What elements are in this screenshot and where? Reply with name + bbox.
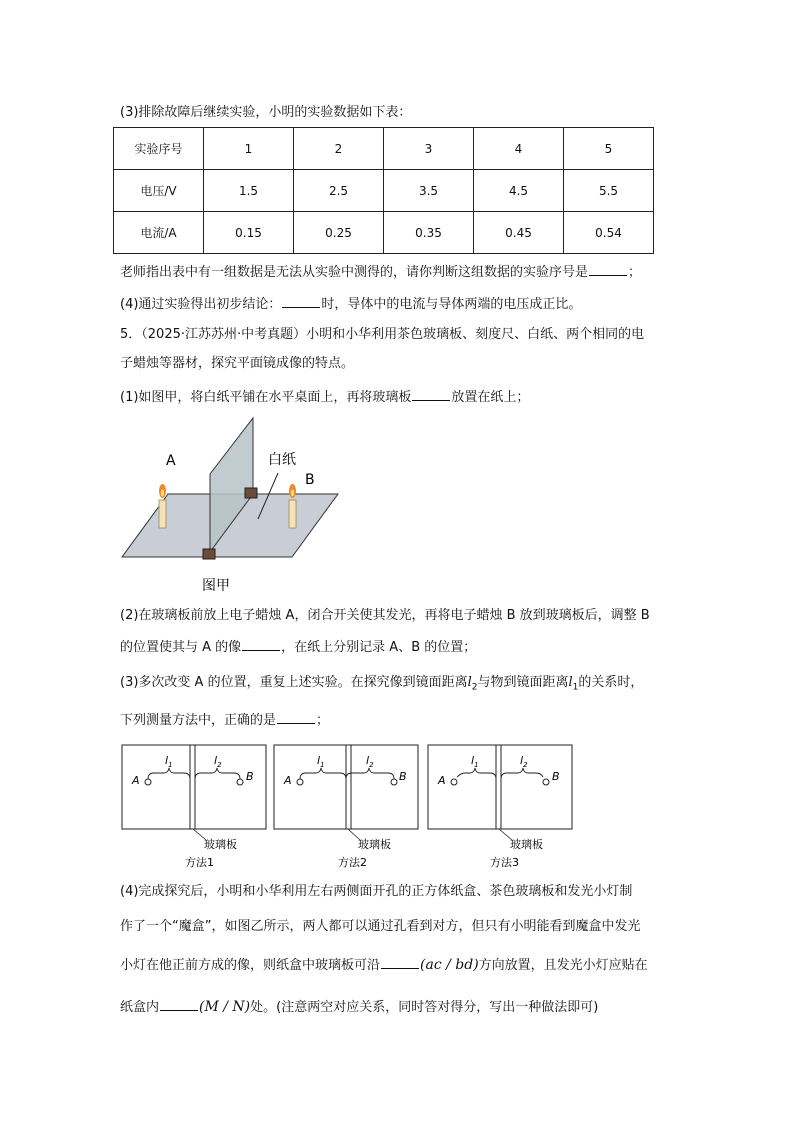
label-a: A <box>166 453 176 469</box>
method-2-b: B <box>399 770 407 783</box>
answer-blank[interactable] <box>160 997 198 1011</box>
method-2-l2: $l_2$ <box>366 754 374 769</box>
p5-q2-line1: (2)在玻璃板前放上电子蜡烛 A，闭合开关使其发光，再将电子蜡烛 B 放到玻璃板后，调整 B <box>120 608 650 623</box>
p5-q4-text-a: 小灯在他正前方成的像，则纸盒中玻璃板可沿 <box>120 958 381 973</box>
p5-q2-line2 <box>120 637 476 657</box>
p5-q2-text-a: 的位置使其与 A 的像 <box>120 640 242 655</box>
method-2-a: A <box>284 774 292 787</box>
candle-b <box>289 484 296 528</box>
label-paper: 白纸 <box>268 452 296 468</box>
p5-q3-text-b: 与物到镜面距离 <box>477 675 569 690</box>
figure-caption: 图甲 <box>202 578 230 594</box>
table-cell: 2 <box>294 128 384 170</box>
method-3-a: A <box>438 774 446 787</box>
candle-a <box>159 484 166 528</box>
method-3-caption: 方法3 <box>490 856 519 869</box>
table-cell: 2.5 <box>294 170 384 212</box>
table-cell: 3 <box>384 128 474 170</box>
p5-q3-text-d: 下列测量方法中，正确的是 <box>120 713 277 728</box>
table-cell: 1.5 <box>204 170 294 212</box>
table-cell: 4 <box>474 128 564 170</box>
table-row <box>114 212 654 254</box>
method-3-glass: 玻璃板 <box>510 838 543 851</box>
table-cell: 电压/V <box>114 170 204 212</box>
method-1-figure <box>122 745 266 869</box>
p5-q3-text-e: ； <box>316 713 330 728</box>
p5-q3-text-c: 的关系时， <box>578 675 644 690</box>
table-cell: 3.5 <box>384 170 474 212</box>
p5-q1 <box>120 387 529 407</box>
table-row <box>114 128 654 170</box>
method-2-l1: $l_1$ <box>317 754 325 769</box>
table-cell: 实验序号 <box>114 128 204 170</box>
table-row <box>114 170 654 212</box>
table-cell: 0.35 <box>384 212 474 254</box>
option-hint-direction: (ac / bd) <box>420 957 479 973</box>
p5-q2-text-b: ，在纸上分别记录 A、B 的位置； <box>281 640 477 655</box>
table-cell: 1 <box>204 128 294 170</box>
method-3-l2: $l_2$ <box>520 754 528 769</box>
method-2-glass: 玻璃板 <box>358 838 391 851</box>
method-2-figure <box>274 745 418 869</box>
p5-q1-text-b: 放置在纸上； <box>451 390 530 405</box>
answer-blank[interactable] <box>242 637 280 651</box>
option-hint-position: (M / N) <box>199 999 251 1015</box>
table-cell: 电流/A <box>114 212 204 254</box>
p5-q3-line2 <box>120 710 329 730</box>
answer-blank[interactable] <box>412 387 450 401</box>
p5-q4-text-c: 纸盒内 <box>120 1000 160 1015</box>
method-1-a: A <box>132 774 140 787</box>
method-1-l1: $l_1$ <box>165 754 173 769</box>
p5-q4-line4 <box>120 997 598 1017</box>
method-1-caption: 方法1 <box>185 856 214 869</box>
teacher-note-text: 老师指出表中有一组数据是无法从实验中测得的，请你判断这组数据的实验序号是 <box>120 265 589 280</box>
symbol-sub2: 2 <box>471 682 478 693</box>
method-3-l1: $l_1$ <box>471 754 479 769</box>
method-2-caption: 方法2 <box>338 856 367 869</box>
p5-q4-text-b: 方向放置，且发光小灯应贴在 <box>478 958 648 973</box>
figure-jia <box>120 412 350 598</box>
method-3-figure <box>428 745 572 869</box>
q4-text-a: (4)通过实验得出初步结论： <box>120 297 282 312</box>
p5-stem-line1: 5．（2025·江苏苏州·中考真题）小明和小华利用茶色玻璃板、刻度尺、白纸、两个相同的电 <box>120 327 645 342</box>
glass-support-front <box>203 549 215 559</box>
p5-q4-line2: 作了一个“魔盒”，如图乙所示，两人都可以通过孔看到对方，但只有小明能看到魔盒中发光 <box>120 919 641 934</box>
table-cell: 0.45 <box>474 212 564 254</box>
p5-q4-text-d: 处。(注意两空对应关系，同时答对得分，写出一种做法即可) <box>250 1000 599 1015</box>
p5-q3-line1 <box>120 674 643 697</box>
method-1-l2: $l_2$ <box>214 754 222 769</box>
p5-q4-line1: (4)完成探究后，小明和小华利用左右两侧面开孔的正方体纸盒、茶色玻璃板和发光小灯制 <box>120 884 633 899</box>
symbol-l1: l <box>568 675 573 690</box>
p5-q3-text-a: (3)多次改变 A 的位置，重复上述实验。在探究像到镜面距离 <box>120 675 468 690</box>
p5-stem-line2: 子蜡烛等器材，探究平面镜成像的特点。 <box>120 356 355 371</box>
table-cell: 4.5 <box>474 170 564 212</box>
method-figures <box>118 742 578 872</box>
teacher-note <box>120 262 641 282</box>
table-cell: 5.5 <box>564 170 654 212</box>
answer-blank[interactable] <box>277 710 315 724</box>
method-1-glass: 玻璃板 <box>204 838 237 851</box>
q4-text-b: 时，导体中的电流与导体两端的电压成正比。 <box>321 297 582 312</box>
q3-intro: (3)排除故障后继续实验，小明的实验数据如下表： <box>120 105 412 120</box>
p5-q1-text-a: (1)如图甲，将白纸平铺在水平桌面上，再将玻璃板 <box>120 390 412 405</box>
symbol-sub1: 1 <box>572 682 579 693</box>
data-table <box>113 127 654 254</box>
answer-blank[interactable] <box>282 294 320 308</box>
teacher-note-end: ； <box>628 265 642 280</box>
glass-support-back <box>245 488 257 498</box>
method-3-b: B <box>552 770 560 783</box>
table-cell: 0.25 <box>294 212 384 254</box>
p5-q4-line3 <box>120 955 648 975</box>
label-b: B <box>305 472 315 488</box>
table-cell: 0.54 <box>564 212 654 254</box>
answer-blank[interactable] <box>589 262 627 276</box>
symbol-l2: l <box>467 675 472 690</box>
method-1-b: B <box>246 770 254 783</box>
q4-line <box>120 294 581 314</box>
answer-blank[interactable] <box>381 955 419 969</box>
table-cell: 0.15 <box>204 212 294 254</box>
table-cell: 5 <box>564 128 654 170</box>
